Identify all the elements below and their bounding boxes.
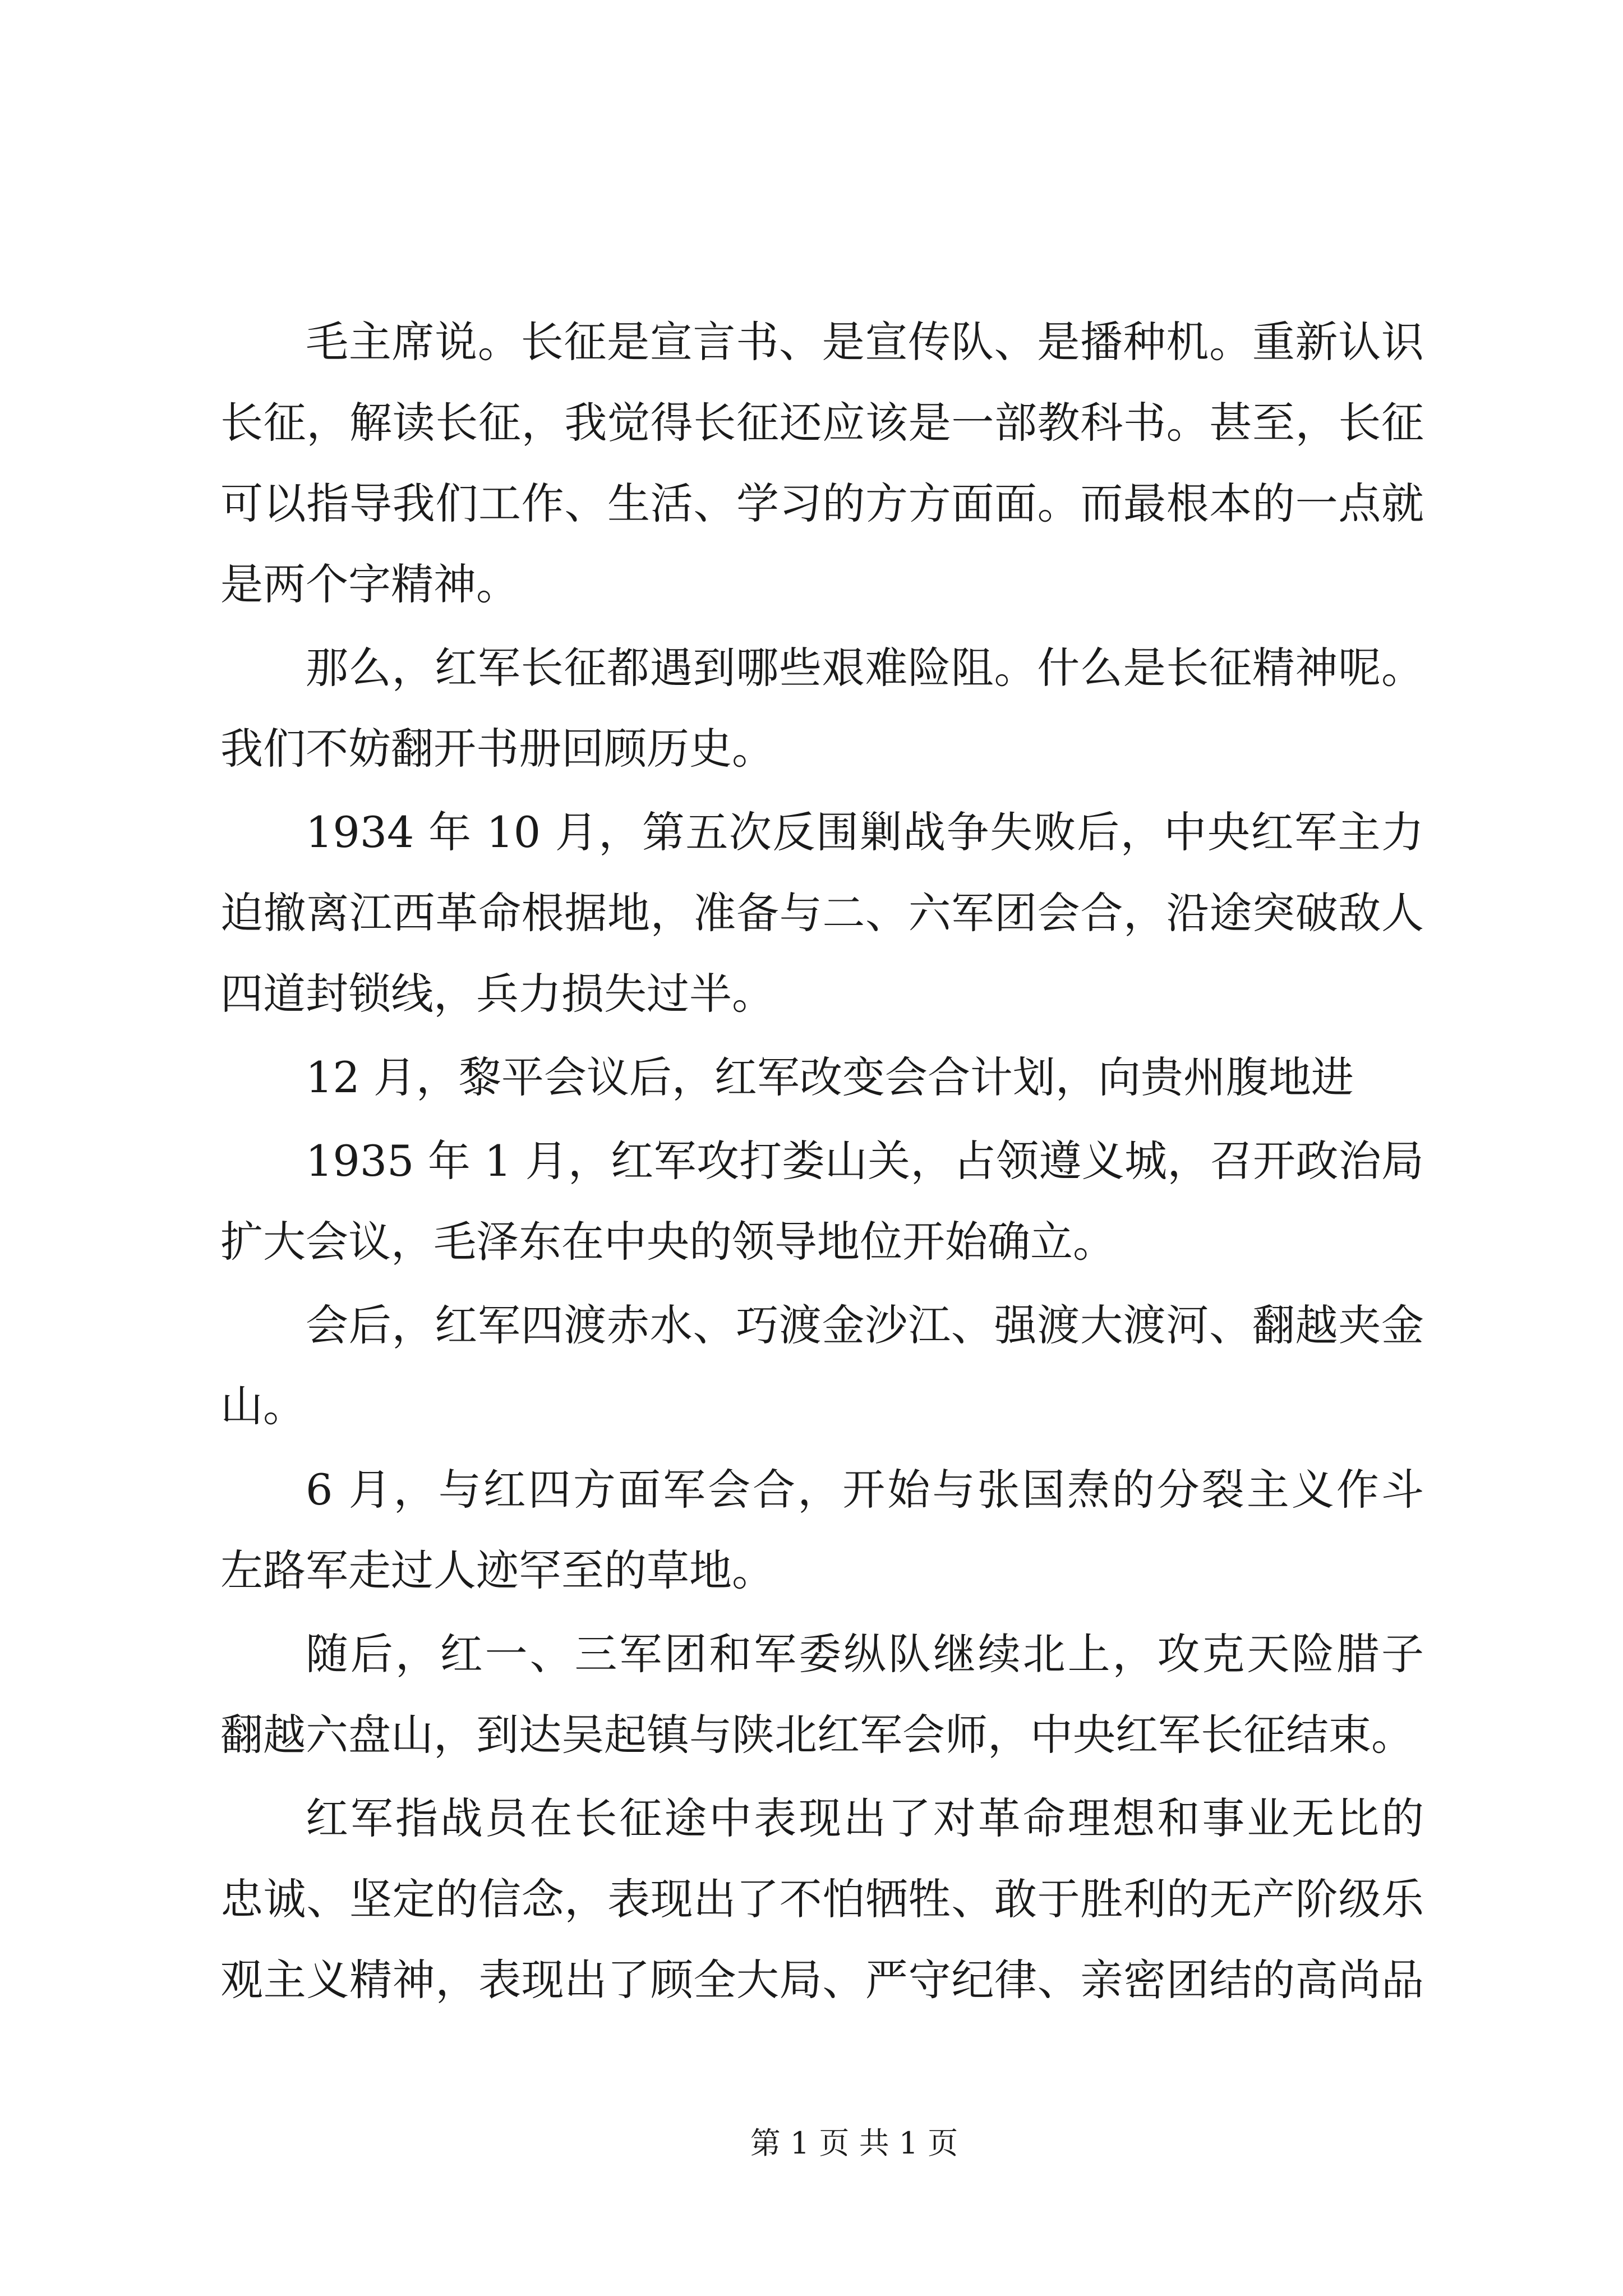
body-line: 迫撤离江西革命根据地，准备与二、六军团会合，沿途突破敌人: [220, 888, 1424, 938]
body-line: 6 月，与红四方面军会合，开始与张国焘的分裂主义作斗: [306, 1465, 1424, 1515]
body-line: 我们不妨翻开书册回顾历史。: [220, 724, 774, 774]
body-line: 1934 年 10 月，第五次反围剿战争失败后，中央红军主力: [306, 807, 1424, 857]
page-footer: 第 1 页 共 1 页: [750, 2125, 958, 2161]
paragraph: [220, 1037, 1424, 1118]
body-line: 是两个字精神。: [220, 559, 519, 609]
paragraph: [220, 1778, 1424, 2021]
body-line: 红军指战员在长征途中表现出了对革命理想和事业无比的: [306, 1793, 1424, 1843]
body-line: 四道封锁线，兵力损失过半。: [220, 969, 774, 1019]
paragraph: [220, 302, 1424, 625]
paragraph: [220, 1614, 1424, 1775]
paragraph: [220, 1450, 1424, 1611]
body-line: 随后，红一、三军团和军委纵队继续北上，攻克天险腊子: [306, 1629, 1424, 1679]
paragraph: [220, 628, 1424, 789]
body-line: 12 月，黎平会议后，红军改变会合计划，向贵州腹地进: [306, 1052, 1354, 1102]
body-line: 长征，解读长征，我觉得长征还应该是一部教科书。甚至，长征: [220, 398, 1424, 448]
body-line: 忠诚、坚定的信念，表现出了不怕牺牲、敢于胜利的无产阶级乐: [220, 1874, 1424, 1924]
body-line: 1935 年 1 月，红军攻打娄山关，占领遵义城，召开政治局: [306, 1136, 1424, 1186]
body-line: 可以指导我们工作、生活、学习的方方面面。而最根本的一点就: [220, 478, 1424, 528]
body-line: 会后，红军四渡赤水、巧渡金沙江、强渡大渡河、翻越夹金: [306, 1300, 1424, 1350]
body-line: 左路军走过人迹罕至的草地。: [220, 1545, 774, 1595]
body-line: 观主义精神，表现出了顾全大局、严守纪律、亲密团结的高尚品: [220, 1955, 1424, 2005]
body-line: 毛主席说。长征是宣言书、是宣传队、是播种机。重新认识: [306, 317, 1424, 367]
paragraph: [220, 1285, 1424, 1447]
body-line: 那么，红军长征都遇到哪些艰难险阻。什么是长征精神呢。: [306, 643, 1424, 693]
document-body: [220, 302, 1424, 2021]
body-line: 扩大会议，毛泽东在中央的领导地位开始确立。: [220, 1217, 1115, 1267]
body-line: 翻越六盘山，到达吴起镇与陕北红军会师，中央红军长征结束。: [220, 1710, 1414, 1760]
paragraph: [220, 792, 1424, 1034]
paragraph: [220, 1121, 1424, 1282]
body-line: 山。: [220, 1381, 306, 1431]
